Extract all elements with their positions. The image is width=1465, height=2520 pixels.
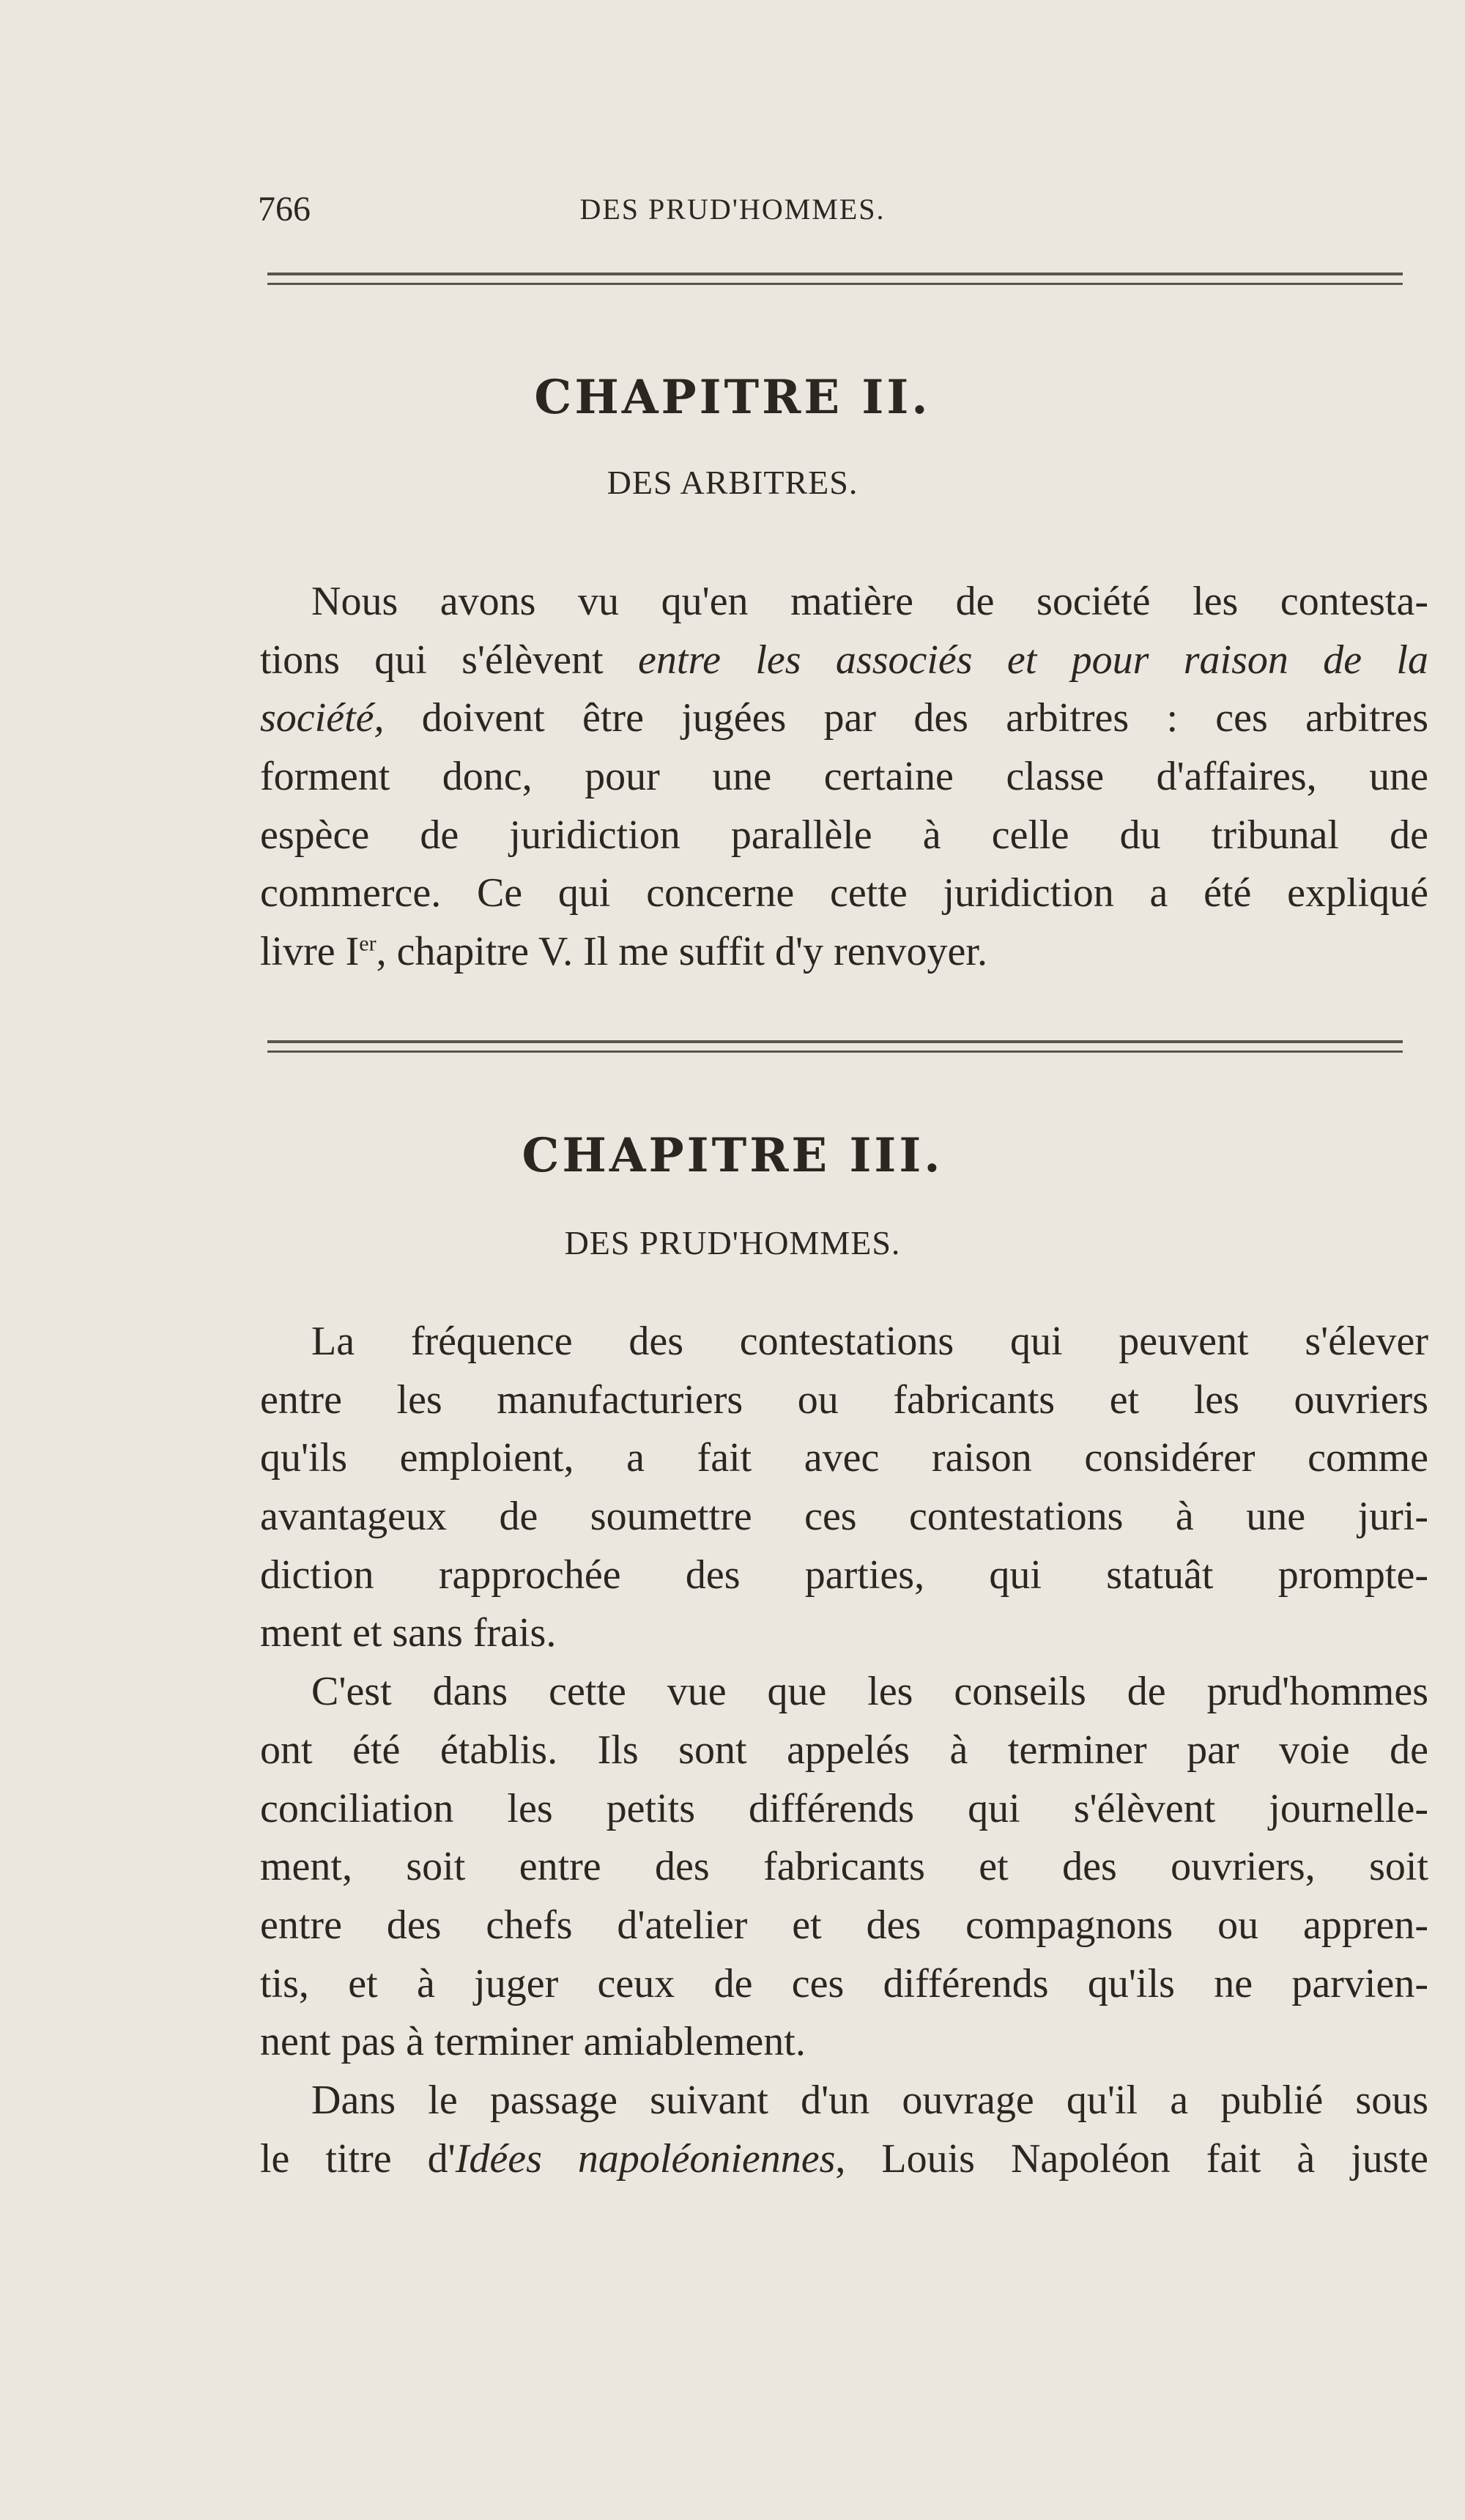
text-line	[260, 1604, 1428, 1663]
text-line	[260, 807, 1428, 865]
text-segment: espèce de juridiction parallèle à celle du tribunal de	[260, 812, 1428, 858]
chapter-3-text	[260, 1313, 1428, 2188]
running-title: DES PRUD'HOMMES.	[579, 193, 886, 226]
text-segment: commerce. Ce qui concerne cette juridiction a été expliqué	[260, 870, 1428, 916]
text-segment: tions qui s'élèvent	[260, 637, 639, 683]
text-segment: doivent être jugées par des arbitres : ces arbitres	[384, 695, 1428, 741]
text-segment: tis, et à juger ceux de ces différends qu'ils ne parvien-	[260, 1960, 1428, 2006]
text-line	[260, 1955, 1428, 2014]
text-segment: entre les manufacturiers ou fabricants et les ouvriers	[260, 1376, 1428, 1423]
text-line	[260, 1546, 1428, 1605]
chapter-2-title: CHAPITRE II.	[534, 370, 931, 425]
text-line	[260, 1722, 1428, 1780]
text-segment: diction rapprochée des parties, qui statuât prompte-	[260, 1552, 1428, 1598]
text-segment: conciliation les petits différends qui s'élèvent journelle-	[260, 1785, 1428, 1831]
text-line	[260, 864, 1428, 923]
text-line	[260, 1488, 1428, 1546]
text-line	[260, 1313, 1428, 1371]
text-segment: , chapitre V. Il me suffit d'y renvoyer.	[376, 929, 987, 975]
text-line	[260, 631, 1428, 690]
text-line	[260, 2013, 1428, 2072]
text-segment: entre des chefs d'atelier et des compagnons ou appren-	[260, 1902, 1428, 1948]
italic-text: entre les associés et pour raison de la	[638, 637, 1428, 683]
double-rule-bottom	[267, 283, 1403, 285]
text-line	[260, 1663, 1428, 1722]
text-segment: , Louis Napoléon fait à juste	[835, 2135, 1428, 2182]
chapter-3-subtitle: DES PRUD'HOMMES.	[564, 1224, 901, 1261]
text-line	[260, 1429, 1428, 1488]
text-segment: qu'ils emploient, a fait avec raison considérer comme	[260, 1435, 1428, 1481]
text-line	[260, 2130, 1428, 2189]
text-line	[260, 1838, 1428, 1897]
italic-text: société,	[260, 695, 385, 741]
section-rule-bottom	[267, 1050, 1403, 1053]
text-line	[260, 748, 1428, 807]
text-line	[260, 689, 1428, 748]
text-line	[260, 923, 1428, 982]
text-segment: er	[359, 931, 377, 956]
italic-text: Idées napoléoniennes	[455, 2135, 836, 2182]
page-number: 766	[258, 190, 311, 229]
text-segment: La fréquence des contestations qui peuvent s'élever	[311, 1319, 1428, 1364]
text-line	[260, 573, 1428, 631]
text-segment: C'est dans cette vue que les conseils de prud'hommes	[311, 1669, 1428, 1715]
text-line	[260, 1371, 1428, 1430]
text-line	[260, 1780, 1428, 1839]
chapter-3-title: CHAPITRE III.	[522, 1128, 943, 1183]
double-rule-top	[267, 273, 1403, 275]
text-segment: nent pas à terminer amiablement.	[260, 2019, 806, 2065]
text-segment: Dans le passage suivant d'un ouvrage qu'il a publié sous	[311, 2077, 1428, 2123]
text-segment: le titre d'	[260, 2135, 456, 2182]
text-segment: ment et sans frais.	[260, 1610, 557, 1656]
text-segment: ment, soit entre des fabricants et des ouvriers, soit	[260, 1844, 1428, 1890]
text-segment: avantageux de soumettre ces contestations à une juri-	[260, 1494, 1428, 1540]
chapter-2-text	[260, 573, 1428, 982]
text-segment: forment donc, pour une certaine classe d'affaires, une	[260, 754, 1428, 800]
text-line	[260, 1897, 1428, 1955]
text-segment: ont été établis. Ils sont appelés à terminer par voie de	[260, 1727, 1428, 1773]
text-segment: Nous avons vu qu'en matière de société les contesta-	[311, 579, 1428, 624]
text-segment: livre I	[260, 929, 360, 975]
chapter-2-subtitle: DES ARBITRES.	[607, 464, 858, 501]
section-rule-top	[267, 1040, 1403, 1043]
text-line	[260, 2072, 1428, 2130]
